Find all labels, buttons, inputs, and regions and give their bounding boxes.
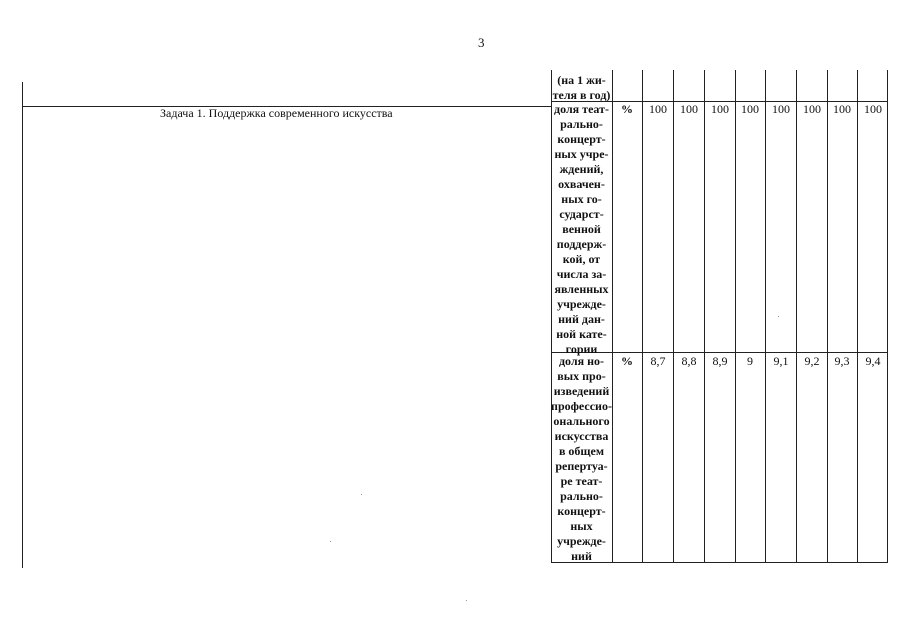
value-column-line-1	[673, 70, 674, 563]
indicator-line: ний	[571, 549, 592, 563]
row-value: 8,8	[681, 354, 697, 368]
indicator-line: ных	[570, 519, 593, 533]
indicator-line: онального	[553, 414, 610, 428]
task-label: Задача 1. Поддержка современного искусства	[160, 106, 393, 120]
indicator-line: ных учре-	[554, 147, 609, 161]
indicator-line: рально-	[560, 489, 603, 503]
indicator-column-right-line	[612, 70, 613, 563]
value-column-line-3	[735, 70, 736, 563]
indicator-line: ре теат-	[560, 474, 603, 488]
indicator-line: рально-	[560, 117, 603, 131]
row-value: 9,2	[804, 354, 820, 368]
continuation-line: (на 1 жи-	[557, 73, 606, 87]
indicator-line: профессио-	[551, 399, 612, 413]
table-right-border	[887, 70, 888, 563]
table-left-border	[22, 82, 23, 568]
indicator-line: искусства	[554, 429, 609, 443]
indicator-line: охвачен-	[558, 177, 605, 191]
value-column-line-4	[765, 70, 766, 563]
indicator-line: кой, от	[562, 252, 601, 266]
row-value: 100	[833, 102, 851, 116]
indicator-line: явленных	[554, 282, 609, 296]
indicator-line: сударст-	[559, 207, 604, 221]
value-column-line-6	[827, 70, 828, 563]
scan-speck	[330, 541, 331, 542]
indicator-line: ной кате-	[556, 327, 607, 341]
indicator-line: учрежде-	[557, 534, 606, 548]
indicator-line: ных го-	[561, 192, 602, 206]
row-value: 100	[711, 102, 729, 116]
indicator-line: концерт-	[557, 132, 606, 146]
indicator-line: в общем	[558, 444, 605, 458]
indicator-line: доля теат-	[554, 102, 609, 116]
indicator-line: числа за-	[556, 267, 607, 281]
scan-speck	[778, 316, 779, 317]
indicator-line: поддерж-	[556, 237, 607, 251]
indicator-line: изведений	[553, 384, 610, 398]
row-value: 100	[649, 102, 667, 116]
page-number: 3	[478, 35, 485, 50]
indicator-line: ждений,	[559, 162, 604, 176]
indicator-line: доля но-	[558, 354, 605, 368]
row-unit: %	[621, 102, 633, 116]
unit-column-right-line	[642, 70, 643, 563]
row-value: 9,4	[865, 354, 881, 368]
scan-speck	[466, 600, 467, 601]
indicator-line: гории	[565, 342, 598, 356]
indicator-line: концерт-	[557, 504, 606, 518]
row-value: 8,7	[650, 354, 666, 368]
row-value: 100	[680, 102, 698, 116]
value-column-line-5	[796, 70, 797, 563]
row-value: 8,9	[712, 354, 728, 368]
row-value: 100	[803, 102, 821, 116]
scan-speck	[361, 494, 362, 495]
indicator-line: вых про-	[557, 369, 606, 383]
row-indicator	[551, 354, 612, 564]
indicator-line: учрежде-	[557, 297, 606, 311]
row-value: 100	[741, 102, 759, 116]
row-value: 9,1	[773, 354, 789, 368]
row-unit: %	[621, 354, 633, 368]
indicator-line: венной	[562, 222, 601, 236]
indicator-line: ний дан-	[558, 312, 605, 326]
value-column-line-7	[857, 70, 858, 563]
indicator-continuation-text	[551, 73, 612, 103]
row-value: 9,3	[834, 354, 850, 368]
row-value: 100	[864, 102, 882, 116]
row-indicator	[551, 102, 612, 357]
continuation-line: теля в год)	[552, 88, 611, 102]
row-value: 100	[772, 102, 790, 116]
value-column-line-2	[704, 70, 705, 563]
row-value: 9	[747, 354, 753, 368]
indicator-line: репертуа-	[555, 459, 608, 473]
